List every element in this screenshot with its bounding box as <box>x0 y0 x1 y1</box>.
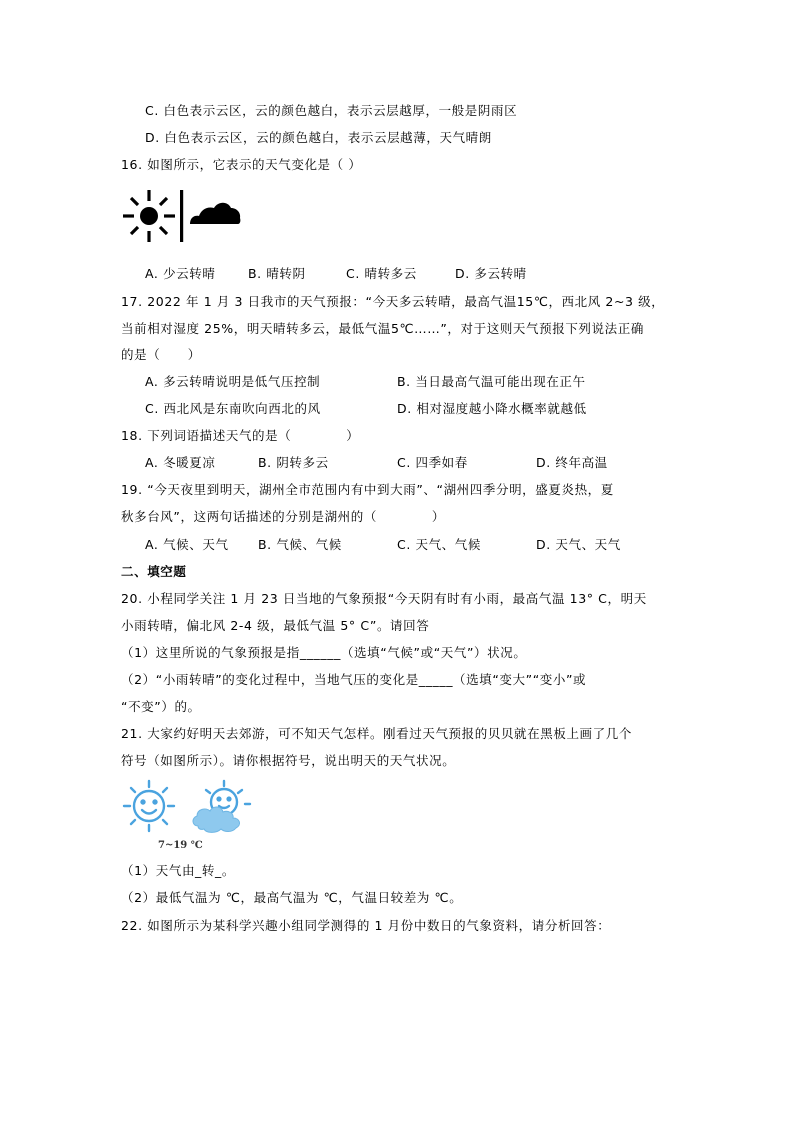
q16-option-a: A. 少云转晴 <box>145 266 216 281</box>
q17-option-d: D. 相对湿度越小降水概率就越低 <box>397 401 587 416</box>
blue-sun-icon <box>124 781 174 831</box>
blue-partly-cloudy-icon <box>193 781 250 832</box>
q16-option-c: C. 晴转多云 <box>346 266 417 281</box>
q15-option-d: D. 白色表示云区，云的颜色越白，表示云层越薄，天气晴朗 <box>145 130 492 145</box>
q19-line2: 秋多台风”，这两句话描述的分别是湖州的（ ） <box>121 509 445 524</box>
sun-to-cloud-figure <box>120 186 244 250</box>
q20-sub2a: （2）“小雨转晴”的变化过程中，当地气压的变化是_____（选填“变大”“变小”或 <box>121 672 587 687</box>
q17-line3: 的是（ ） <box>121 347 201 362</box>
q20-line1: 20. 小程同学关注 1 月 23 日当地的气象预报“今天阴有时有小雨，最高气温 13° C，明天 <box>121 591 647 606</box>
q18-option-a: A. 冬暖夏凉 <box>145 455 216 470</box>
q17-line1: 17. 2022 年 1 月 3 日我市的天气预报：“今天多云转晴，最高气温15℃，西北风 2~3 级， <box>121 294 665 309</box>
q18-stem: 18. 下列词语描述天气的是（ ） <box>121 428 360 443</box>
q17-line2: 当前相对湿度 25%，明天晴转多云，最低气温5℃……”，对于这则天气预报下列说法正确 <box>121 321 644 336</box>
q20-sub1: （1）这里所说的气象预报是指______（选填“气候”或“天气”）状况。 <box>121 645 527 660</box>
cloud-icon <box>190 203 240 224</box>
q22-line1: 22. 如图所示为某科学兴趣小组同学测得的 1 月份中数日的气象资料，请分析回答： <box>121 918 611 933</box>
q19-option-b: B. 气候、气候 <box>258 537 342 552</box>
q17-option-b: B. 当日最高气温可能出现在正午 <box>397 374 586 389</box>
q19-option-a: A. 气候、天气 <box>145 537 229 552</box>
q16-option-d: D. 多云转晴 <box>455 266 527 281</box>
sun-to-cloud-blue-figure <box>120 778 260 842</box>
blue-weather-symbols <box>120 778 260 838</box>
q19-line1: 19. “今天夜里到明天，湖州全市范围内有中到大雨”、“湖州四季分明，盛夏炎热，夏 <box>121 482 614 497</box>
q20-sub2b: “不变”）的。 <box>121 699 201 714</box>
q16-option-b: B. 晴转阴 <box>248 266 306 281</box>
sun-cloud-symbol <box>120 186 244 246</box>
q21-sub2: （2）最低气温为 ℃，最高气温为 ℃，气温日较差为 ℃。 <box>121 890 463 905</box>
q18-option-b: B. 阴转多云 <box>258 455 329 470</box>
q21-line2: 符号（如图所示）。请你根据符号，说出明天的天气状况。 <box>121 753 456 768</box>
section-heading: 二、填空题 <box>121 564 187 579</box>
q18-option-c: C. 四季如春 <box>397 455 468 470</box>
q18-option-d: D. 终年高温 <box>536 455 608 470</box>
q21-line1: 21. 大家约好明天去郊游，可不知天气怎样。刚看过天气预报的贝贝就在黑板上画了几个 <box>121 726 632 741</box>
q17-option-a: A. 多云转晴说明是低气压控制 <box>145 374 321 389</box>
q19-option-c: C. 天气、气候 <box>397 537 481 552</box>
divider-bar <box>180 190 183 242</box>
sun-icon <box>123 190 175 242</box>
q15-option-c: C. 白色表示云区，云的颜色越白，表示云层越厚，一般是阴雨区 <box>145 103 518 118</box>
q20-line2: 小雨转晴，偏北风 2-4 级，最低气温 5° C”。请回答 <box>121 618 430 633</box>
q19-option-d: D. 天气、天气 <box>536 537 621 552</box>
q17-option-c: C. 西北风是东南吹向西北的风 <box>145 401 321 416</box>
q16-stem: 16. 如图所示，它表示的天气变化是（ ） <box>121 157 362 172</box>
q21-sub1: （1）天气由_转_。 <box>121 863 235 878</box>
temperature-caption: 7~19 ℃ <box>158 840 203 851</box>
